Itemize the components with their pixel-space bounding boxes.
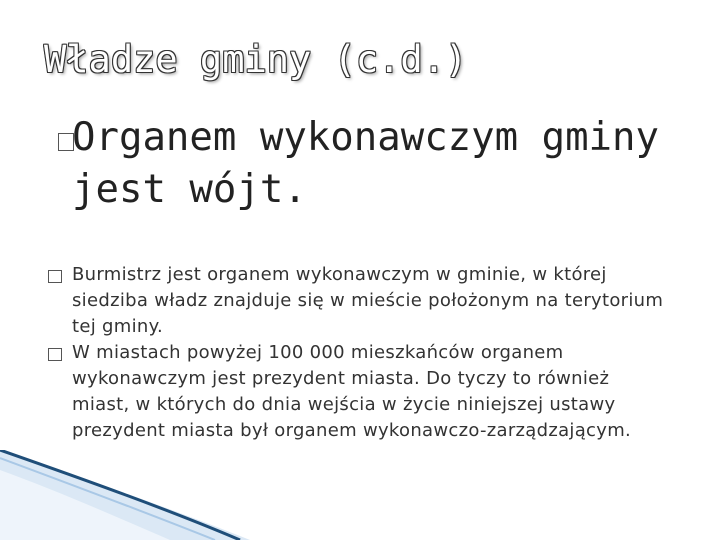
list-item: [48, 262, 668, 340]
bullet-square-icon: [48, 348, 62, 361]
sub-point-text: W miastach powyżej 100 000 mieszkańców organem wykonawczym jest prezydent miasta. Do tyczy to również miast, w których do dnia wejścia w życie niniejszej ustawy prezydent miasta był organem wykonawczo-zarządzającym.: [72, 342, 632, 441]
sub-point-text: Burmistrz jest organem wykonawczym w gminie, w której siedziba władz znajduje się w mieście położonym na terytorium tej gminy.: [72, 264, 664, 337]
slide-title: Władze gminy (c.d.): [44, 38, 468, 81]
sub-point-list: [48, 262, 668, 444]
list-item: [48, 340, 668, 444]
main-point-text: Organem wykonawczym gminy jest wójt.: [72, 115, 659, 212]
bullet-square-icon: [48, 270, 62, 283]
corner-swoosh-decoration: [0, 450, 720, 540]
